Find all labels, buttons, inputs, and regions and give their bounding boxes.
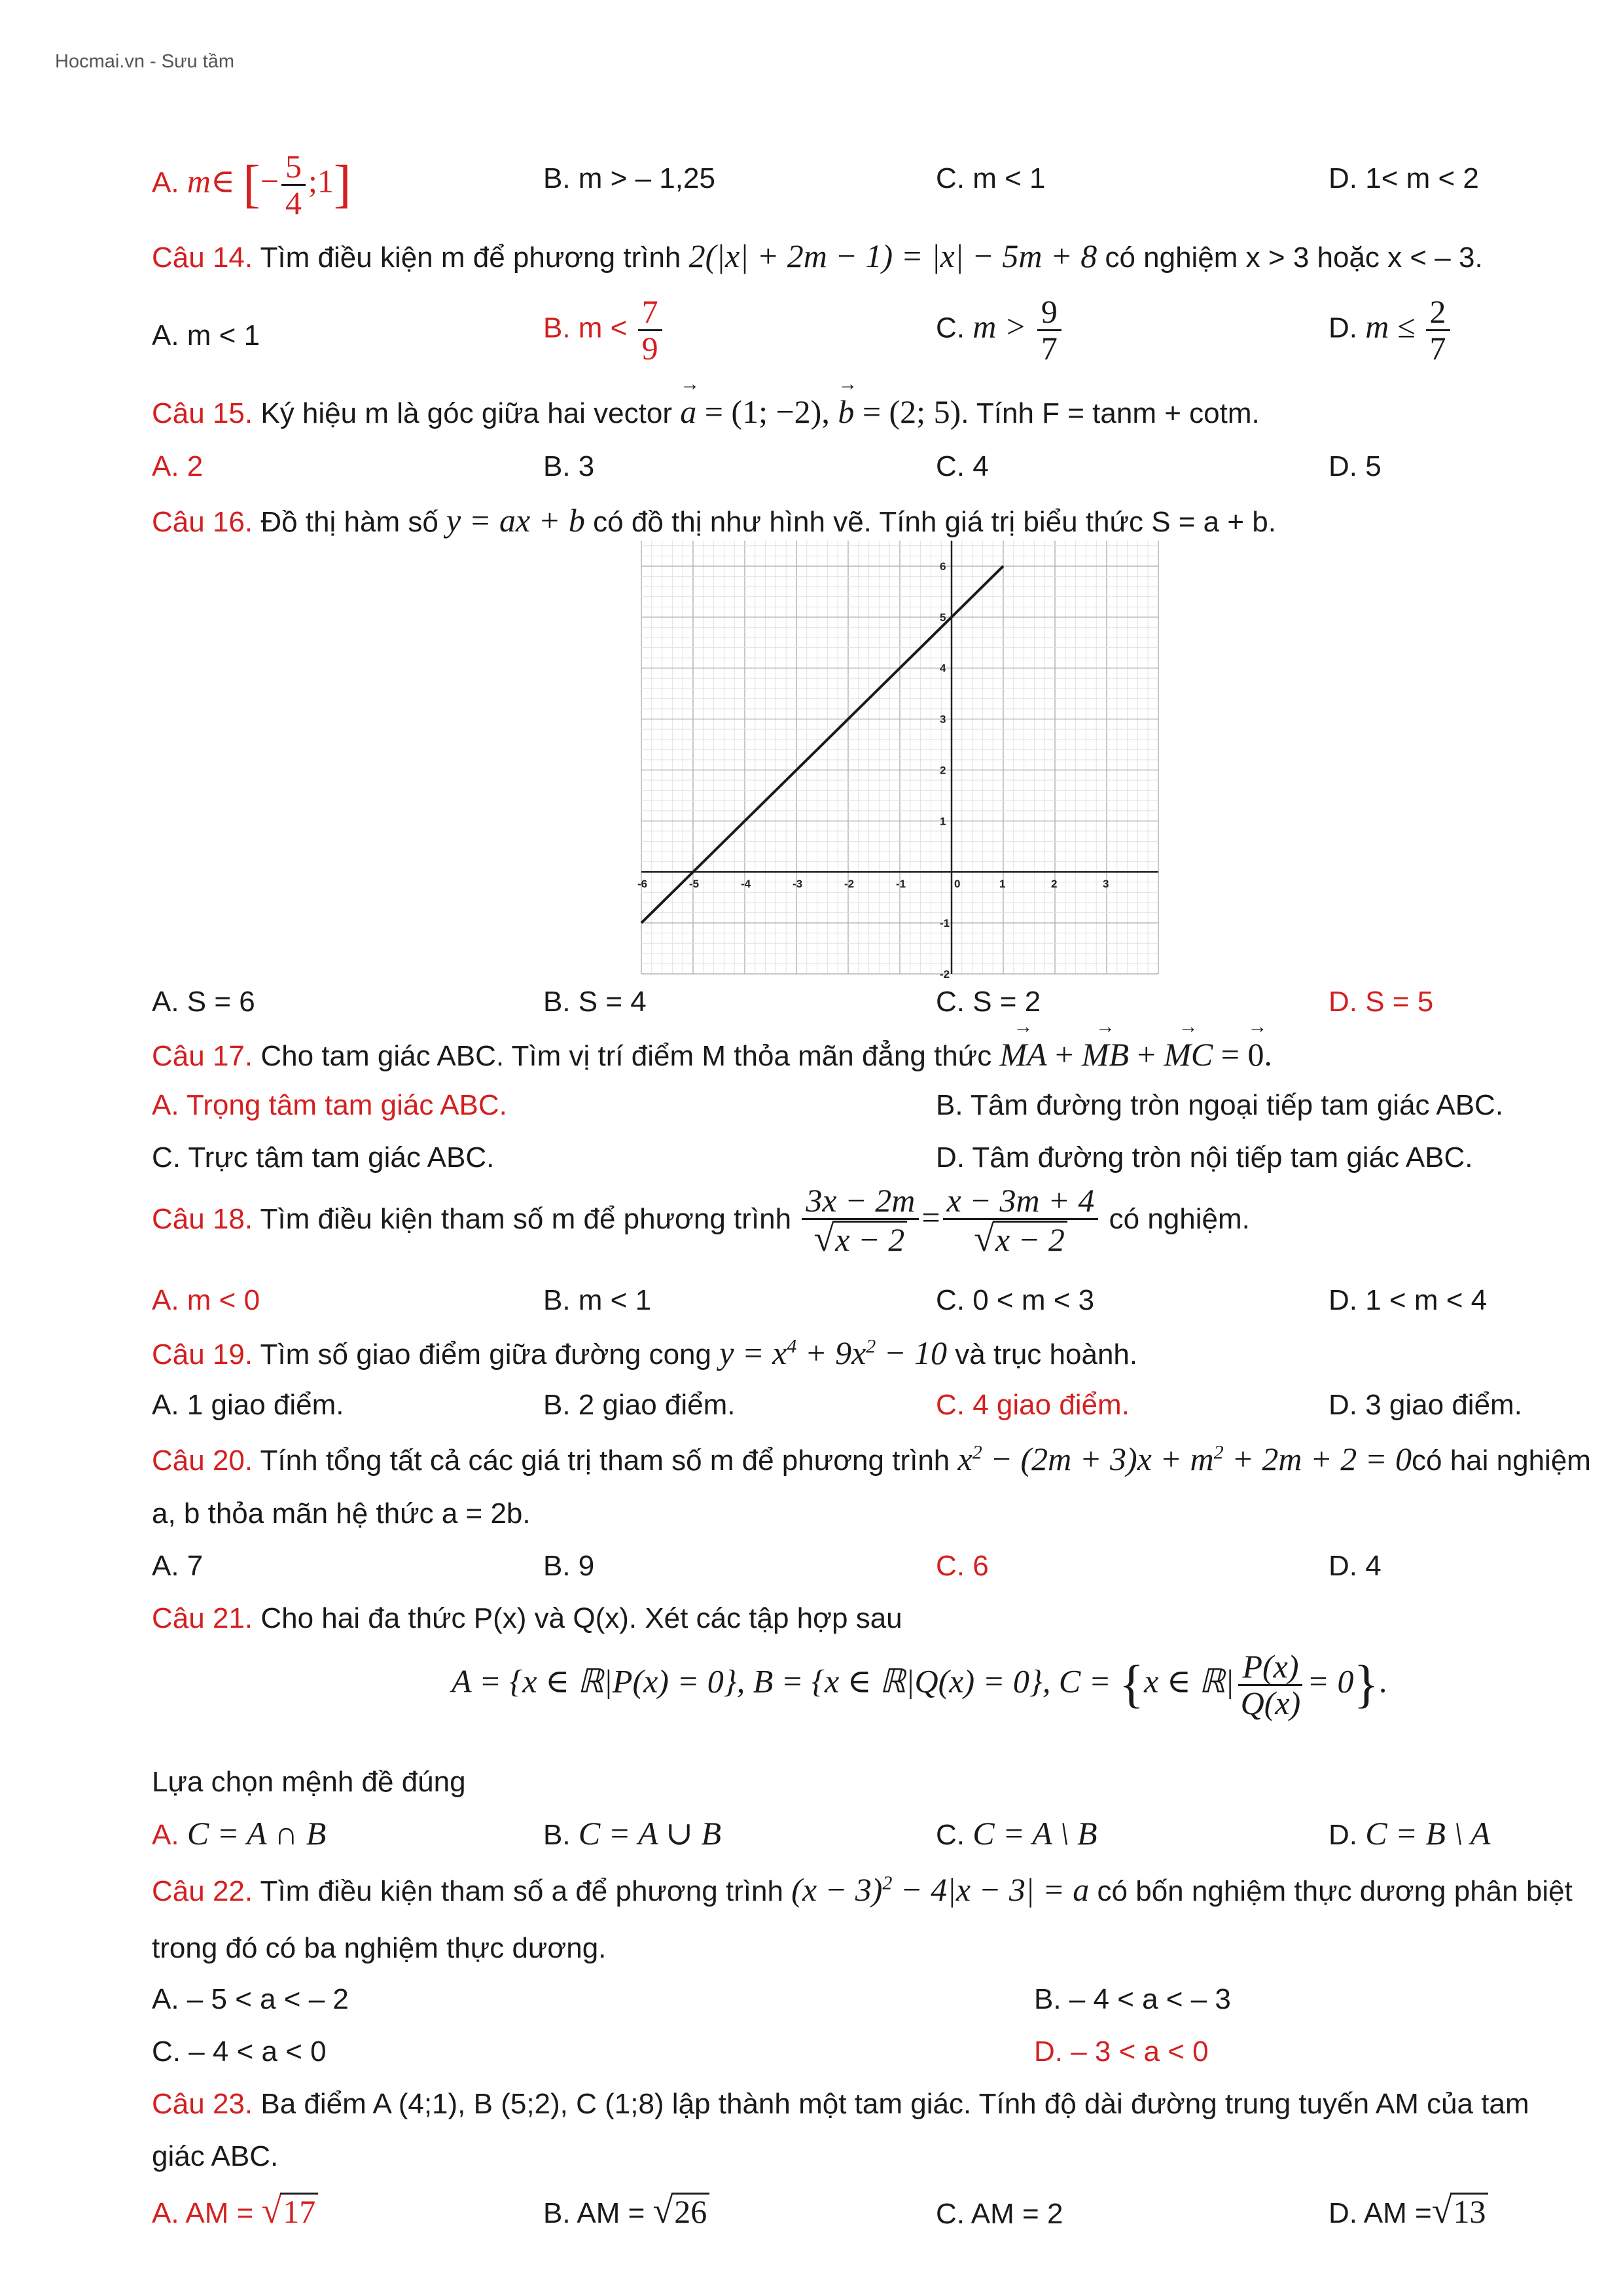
question-19: Câu 19. Tìm số giao điểm giữa đường cong $y = x^4 + 9x^2 - 10$ và trục hoành. [152,1335,1138,1371]
q21-option-b: B. C = A ∪ B [543,1815,722,1852]
q16-option-a: A. S = 6 [152,986,255,1018]
x-tick-label: 1 [999,878,1006,891]
series-line [641,566,1006,923]
q19-option-d: D. 3 giao điểm. [1329,1389,1522,1421]
q21-option-a: A. C = A ∩ B [152,1815,327,1852]
y-tick-label: -1 [940,917,950,930]
q23-option-c: C. AM = 2 [936,2198,1063,2230]
y-tick-label: -2 [940,968,950,980]
q14-option-d: D. m ≤ $\frac{2}{7}$ [1329,295,1453,365]
q22-option-a: A. – 5 < a < – 2 [152,1983,349,2015]
q17-option-a: A. Trọng tâm tam giác ABC. [152,1089,507,1121]
q15-option-c: C. 4 [936,450,989,482]
x-tick-label: -1 [896,878,906,891]
x-tick-label: 0 [954,878,961,891]
q23-option-d: D. AM =√13 [1329,2190,1488,2232]
q18-option-d: D. 1 < m < 4 [1329,1284,1488,1316]
question-20: Câu 20. Tính tổng tất cả các giá trị tham số m để phương trình $x^2 - (2m + 3)x + m^2 + 2m + 2$ = 0có hai nghiệm [152,1441,1591,1477]
q16-option-b: B. S = 4 [543,986,647,1018]
q15-option-d: D. 5 [1329,450,1382,482]
q19-option-a: A. 1 giao điểm. [152,1389,344,1421]
x-tick-label: -3 [793,878,803,891]
x-tick-label: -4 [741,878,751,891]
question-23-line2: giác ABC. [152,2140,279,2172]
y-tick-label: 2 [940,764,946,777]
q13-option-c: C. m < 1 [936,162,1046,194]
q17-option-c: C. Trực tâm tam giác ABC. [152,1141,495,1174]
q14-option-c: C. m > $\frac{9}{7}$ [936,295,1064,365]
q23-option-b: B. AM = √26 [543,2190,709,2232]
x-tick-label: -5 [689,878,700,891]
x-tick-label: -2 [844,878,855,891]
q21-option-c: C. C = A \ B [936,1815,1097,1852]
y-tick-label: 1 [940,815,946,828]
page-header: Hocmai.vn - Sưu tầm [55,51,235,72]
q23-option-a: A. AM = √17 [152,2190,318,2232]
question-22: Câu 22. Tìm điều kiện tham số a để phương trình $(x - 3)^2 - 4|x - 3| = a$ có bốn nghiệm thực dương phân biệt [152,1871,1573,1908]
question-20-line2: a, b thỏa mãn hệ thức a = 2b. [152,1498,531,1530]
q22-option-d: D. – 3 < a < 0 [1034,2036,1209,2068]
q15-option-a: A. 2 [152,450,204,482]
q19-option-c: C. 4 giao điểm. [936,1389,1130,1421]
y-tick-label: 4 [940,662,946,675]
x-tick-label: -6 [637,878,648,891]
x-tick-label: 3 [1103,878,1109,891]
q22-option-b: B. – 4 < a < – 3 [1034,1983,1231,2015]
question-17: Câu 17. Cho tam giác ABC. Tìm vị trí điểm M thỏa mãn đẳng thức → MA + → MB + → MC = → 0. [152,1035,1272,1073]
set-definitions: A = {x ∈ ℝ|P(x) = 0}, B = {x ∈ ℝ|Q(x) = 0}, C = {x ∈ ℝ| $\frac{P(x)}{Q(x)}$ = 0}. [452,1648,1387,1721]
question-21: Câu 21. Cho hai đa thức P(x) và Q(x). Xét các tập hợp sau [152,1602,902,1634]
q20-option-a: A. 7 [152,1550,204,1582]
question-14: Câu 14. Tìm điều kiện m để phương trình 2(|x| + 2m − 1) = |x| − 5m + 8 có nghiệm x > 3 hoặc x < – 3. [152,238,1483,274]
q20-option-c: C. 6 [936,1550,989,1582]
q13-option-b: B. m > – 1,25 [543,162,715,194]
q14-option-a: A. m < 1 [152,319,260,351]
q18-option-b: B. m < 1 [543,1284,652,1316]
question-16: Câu 16. Đồ thị hàm số y = ax + b có đồ thị như hình vẽ. Tính giá trị biểu thức S = a + b. [152,502,1276,539]
y-tick-label: 5 [940,611,946,624]
q16-option-c: C. S = 2 [936,986,1041,1018]
choose-statement: Lựa chọn mệnh đề đúng [152,1766,466,1798]
question-label: Câu 14. [152,242,253,274]
q19-option-b: B. 2 giao điểm. [543,1389,736,1421]
x-tick-label: 2 [1051,878,1058,891]
q17-option-d: D. Tâm đường tròn nội tiếp tam giác ABC. [936,1141,1473,1174]
q15-option-b: B. 3 [543,450,595,482]
question-15: Câu 15. Ký hiệu m là góc giữa hai vector → a = (1; −2), → b = (2; 5). Tính F = tanm + cotm. [152,393,1260,431]
q22-option-c: C. – 4 < a < 0 [152,2036,327,2068]
y-tick-label: 3 [940,713,946,726]
q13-option-d: D. 1< m < 2 [1329,162,1479,194]
q16-option-d: D. S = 5 [1329,986,1434,1018]
q18-option-a: A. m < 0 [152,1284,260,1316]
line-graph [637,541,1158,980]
y-tick-label: 6 [940,560,946,573]
q18-option-c: C. 0 < m < 3 [936,1284,1095,1316]
question-23: Câu 23. Ba điểm A (4;1), B (5;2), C (1;8) lập thành một tam giác. Tính độ dài đường trung tuyến AM của tam [152,2088,1529,2120]
q21-option-d: D. C = B \ A [1329,1815,1491,1852]
q20-option-b: B. 9 [543,1550,595,1582]
question-22-line2: trong đó có ba nghiệm thực dương. [152,1932,607,1964]
q14-option-b: B. m < $\frac{7}{9}$ [543,295,665,365]
q13-option-a: A. m∈ [− $\frac{5}{4}$ ;1] [152,148,351,221]
question-18: Câu 18. Tìm điều kiện tham số m để phương trình $\frac{3x - 2m}{√x - 2}$ = $\frac{x - 3m + 4}{√x - 2}$ có nghiệm. [152,1182,1250,1259]
q20-option-d: D. 4 [1329,1550,1382,1582]
q17-option-b: B. Tâm đường tròn ngoại tiếp tam giác ABC. [936,1089,1504,1121]
